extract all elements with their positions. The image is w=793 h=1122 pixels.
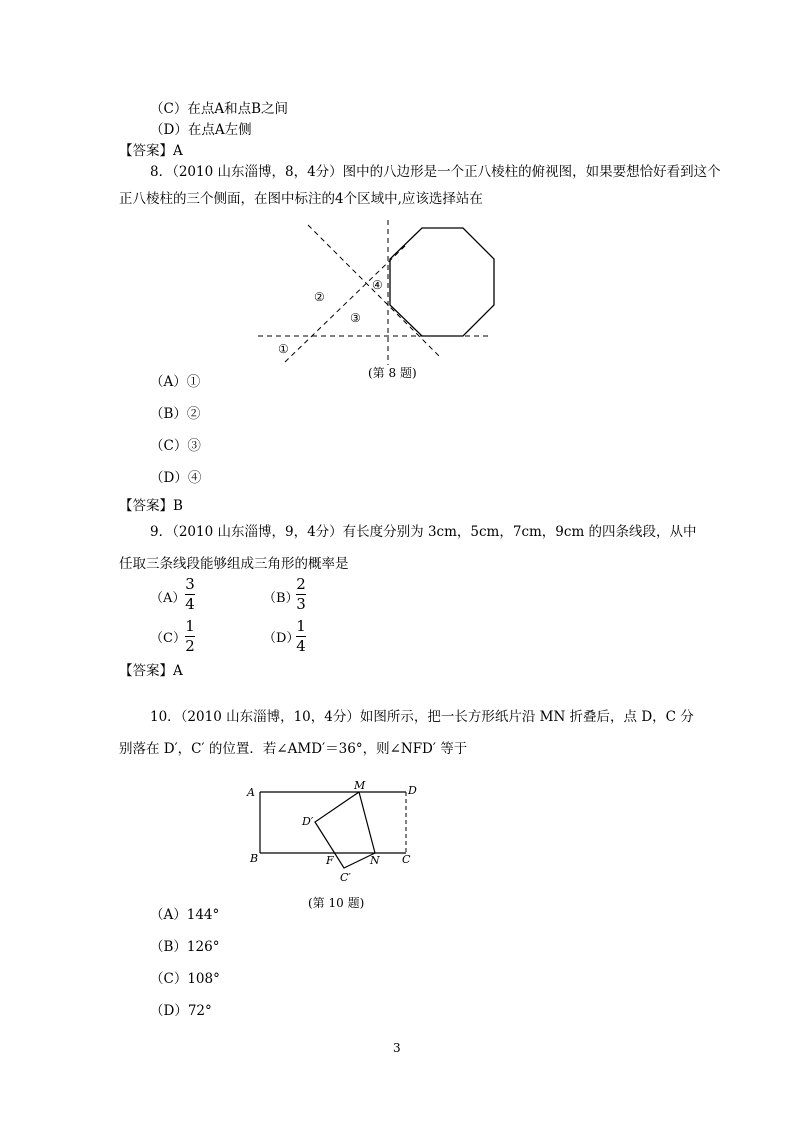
- octagon-shape: [390, 228, 494, 336]
- q10-option-b: （B）126°: [150, 939, 220, 955]
- q9-option-c-label: （C）: [150, 631, 186, 646]
- q10-option-c: （C）108°: [150, 971, 220, 987]
- label-f: F: [326, 854, 334, 867]
- label-c: C: [402, 853, 411, 866]
- q7-answer: 【答案】A: [119, 143, 183, 159]
- q10-option-d: （D）72°: [150, 1003, 212, 1019]
- q8-option-b: （B）②: [150, 406, 201, 422]
- q9-option-b-label: （B）: [263, 591, 299, 606]
- q9-option-d-label: （D）: [263, 631, 300, 646]
- q9-option-a-label: （A）: [150, 591, 186, 606]
- q9-option-a-fraction: [185, 576, 195, 613]
- fraction-numerator: 3: [185, 575, 195, 593]
- q9-option-b-fraction: [296, 576, 306, 613]
- region-label-1: ①: [278, 342, 289, 356]
- label-m: M: [354, 780, 366, 792]
- folded-flap: [315, 792, 375, 868]
- q10-option-a: （A）144°: [150, 907, 220, 923]
- q8-option-c: （C）③: [150, 438, 201, 454]
- q8-option-a: （A）①: [150, 374, 201, 390]
- fraction-denominator: 4: [185, 595, 195, 613]
- fraction-numerator: 2: [296, 575, 306, 593]
- region-label-4: ④: [372, 278, 383, 292]
- label-c-prime: C′: [340, 871, 351, 884]
- q8-stem-line2: 正八棱柱的三个侧面，在图中标注的4个区域中,应该选择站在: [119, 191, 483, 207]
- fraction-numerator: 1: [185, 617, 195, 635]
- label-n: N: [370, 854, 380, 867]
- fraction-denominator: 3: [296, 595, 306, 613]
- q8-answer: 【答案】B: [119, 498, 183, 514]
- q10-stem-line2: 别落在 D′，C′ 的位置．若∠AMD′＝36°，则∠NFD′ 等于: [119, 741, 468, 757]
- q8-option-d: （D）④: [150, 470, 202, 486]
- q7-option-c: （C）在点A和点B之间: [150, 101, 288, 117]
- q9-option-d-fraction: [296, 618, 306, 655]
- q9-option-c-fraction: [185, 618, 195, 655]
- fold-line-mn: [359, 792, 375, 853]
- fraction-denominator: 2: [185, 637, 195, 655]
- fraction-numerator: 1: [296, 617, 306, 635]
- q8-caption: (第 8 题): [368, 366, 417, 380]
- q9-stem-line1: 9．（2010 山东淄博，9，4分）有长度分别为 3cm，5cm，7cm，9cm 的四条线段，从中: [150, 524, 697, 540]
- folded-rectangle-figure: [240, 780, 430, 890]
- label-a: A: [247, 786, 255, 799]
- q9-answer: 【答案】A: [119, 663, 183, 679]
- fraction-denominator: 4: [296, 637, 306, 655]
- q10-stem-line1: 10．（2010 山东淄博，10，4分）如图所示，把一长方形纸片沿 MN 折叠后，点 D，C 分: [150, 709, 694, 725]
- label-d: D: [408, 784, 417, 797]
- region-label-2: ②: [314, 290, 325, 304]
- region-label-3: ③: [350, 311, 361, 325]
- octagon-figure: [250, 215, 500, 385]
- q10-caption: (第 10 题): [308, 896, 365, 910]
- page-number: 3: [393, 1041, 401, 1055]
- q7-option-d: （D）在点A左侧: [150, 122, 252, 138]
- q9-stem-line2: 任取三条线段能够组成三角形的概率是: [119, 556, 349, 572]
- q8-stem-line1: 8．（2010 山东淄博，8，4分）图中的八边形是一个正八棱柱的俯视图，如果要想恰好看到这个: [150, 164, 721, 180]
- label-b: B: [250, 852, 259, 865]
- label-d-prime: D′: [302, 815, 314, 828]
